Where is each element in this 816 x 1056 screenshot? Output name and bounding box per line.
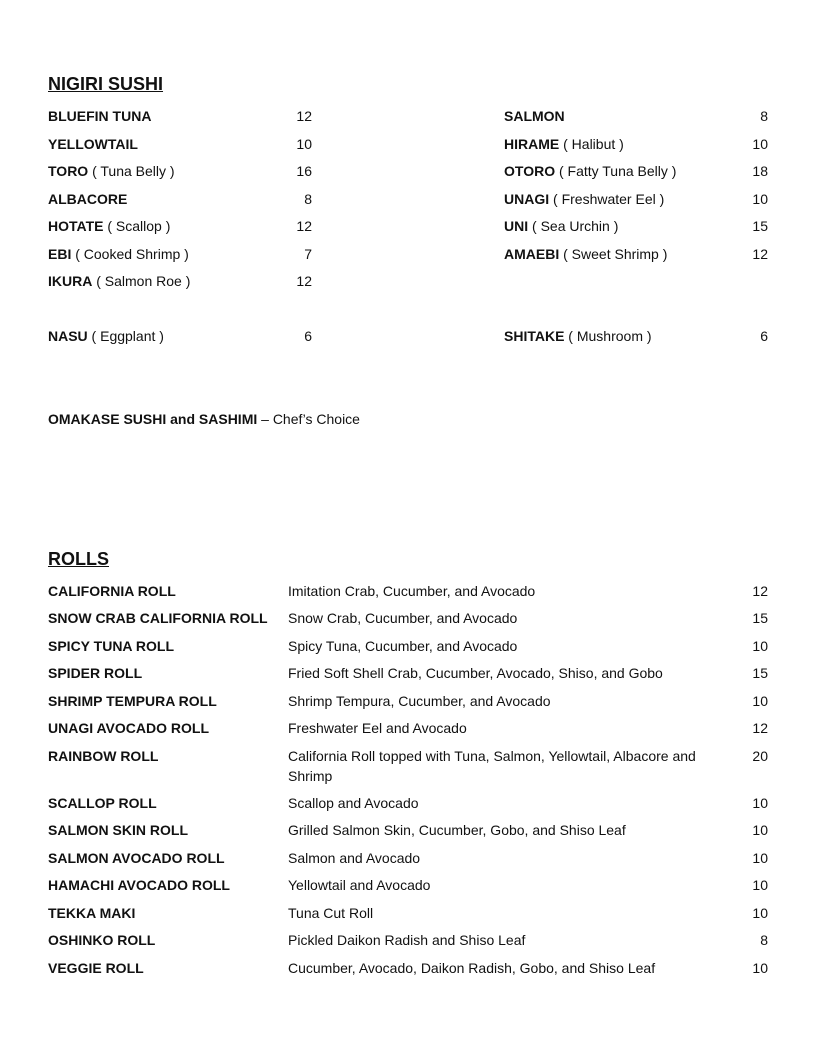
roll-name: OSHINKO ROLL: [48, 932, 156, 948]
nigiri-item: [504, 244, 768, 264]
roll-name: SHRIMP TEMPURA ROLL: [48, 693, 217, 709]
roll-description: Scallop and Avocado: [288, 795, 419, 811]
roll-description: California Roll topped with Tuna, Salmon, Yellowtail, Albacore and Shrimp: [288, 748, 696, 784]
roll-item: [0, 663, 816, 683]
roll-price: 12: [752, 720, 768, 736]
nigiri-section-title: NIGIRI SUSHI: [48, 74, 164, 94]
roll-price: 10: [752, 960, 768, 976]
item-price: 12: [296, 108, 312, 124]
item-subtitle: ( Fatty Tuna Belly ): [555, 163, 677, 179]
item-subtitle: ( Freshwater Eel ): [549, 191, 665, 207]
item-name: BLUEFIN TUNA: [48, 108, 152, 124]
item-price: 15: [752, 218, 768, 234]
item-name: ALBACORE: [48, 191, 128, 207]
roll-item: [0, 718, 816, 738]
roll-name: VEGGIE ROLL: [48, 960, 144, 976]
roll-name: TEKKA MAKI: [48, 905, 136, 921]
omakase-name: OMAKASE SUSHI and SASHIMI: [48, 411, 258, 427]
item-name: OTORO: [504, 163, 556, 179]
roll-description: Fried Soft Shell Crab, Cucumber, Avocado, Shiso, and Gobo: [288, 665, 663, 681]
nigiri-item: [48, 161, 312, 181]
item-price: 12: [752, 246, 768, 262]
omakase-line: [48, 409, 748, 429]
rolls-section-title: ROLLS: [48, 549, 109, 569]
roll-description: Yellowtail and Avocado: [288, 877, 431, 893]
item-price: 8: [760, 108, 768, 124]
item-price: 6: [760, 328, 768, 344]
roll-item: [0, 636, 816, 656]
nigiri-item: [48, 216, 312, 236]
nigiri-item: [504, 106, 768, 126]
roll-description: Tuna Cut Roll: [288, 905, 374, 921]
item-name: UNAGI: [504, 191, 550, 207]
roll-price: 10: [752, 850, 768, 866]
nigiri-item: [504, 326, 768, 346]
item-subtitle: ( Mushroom ): [564, 328, 652, 344]
roll-item: [0, 875, 816, 895]
nigiri-item: [48, 244, 312, 264]
roll-item: [0, 930, 816, 950]
roll-price: 15: [752, 665, 768, 681]
item-name: NASU: [48, 328, 88, 344]
roll-item: [0, 820, 816, 840]
roll-price: 10: [752, 877, 768, 893]
roll-name: SALMON SKIN ROLL: [48, 822, 188, 838]
roll-description: Shrimp Tempura, Cucumber, and Avocado: [288, 693, 551, 709]
item-price: 6: [304, 328, 312, 344]
item-name: SHITAKE: [504, 328, 565, 344]
roll-item: [0, 793, 816, 813]
roll-name: SNOW CRAB CALIFORNIA ROLL: [48, 610, 268, 626]
item-subtitle: ( Sweet Shrimp ): [559, 246, 668, 262]
roll-description: Pickled Daikon Radish and Shiso Leaf: [288, 932, 526, 948]
item-price: 12: [296, 273, 312, 289]
roll-description: Grilled Salmon Skin, Cucumber, Gobo, and Shiso Leaf: [288, 822, 626, 838]
item-name: TORO: [48, 163, 89, 179]
roll-description: Freshwater Eel and Avocado: [288, 720, 467, 736]
roll-name: SCALLOP ROLL: [48, 795, 157, 811]
roll-price: 15: [752, 610, 768, 626]
roll-price: 8: [760, 932, 768, 948]
item-name: UNI: [504, 218, 529, 234]
roll-description: Snow Crab, Cucumber, and Avocado: [288, 610, 518, 626]
roll-price: 10: [752, 905, 768, 921]
item-subtitle: ( Salmon Roe ): [92, 273, 191, 289]
item-name: YELLOWTAIL: [48, 136, 138, 152]
roll-description: Salmon and Avocado: [288, 850, 421, 866]
roll-name: SPIDER ROLL: [48, 665, 143, 681]
item-price: 10: [752, 136, 768, 152]
item-price: 7: [304, 246, 312, 262]
roll-price: 12: [752, 583, 768, 599]
nigiri-item: [48, 106, 312, 126]
item-name: AMAEBI: [504, 246, 560, 262]
item-subtitle: ( Scallop ): [103, 218, 171, 234]
roll-name: SALMON AVOCADO ROLL: [48, 850, 225, 866]
roll-name: SPICY TUNA ROLL: [48, 638, 175, 654]
roll-name: CALIFORNIA ROLL: [48, 583, 176, 599]
item-subtitle: ( Tuna Belly ): [88, 163, 175, 179]
item-name: HIRAME: [504, 136, 560, 152]
roll-description: Spicy Tuna, Cucumber, and Avocado: [288, 638, 518, 654]
roll-price: 10: [752, 638, 768, 654]
item-price: 12: [296, 218, 312, 234]
roll-name: RAINBOW ROLL: [48, 748, 159, 764]
item-name: IKURA: [48, 273, 93, 289]
nigiri-item: [504, 134, 768, 154]
nigiri-item: [504, 189, 768, 209]
roll-item: [0, 581, 816, 601]
item-price: 8: [304, 191, 312, 207]
roll-item: [0, 746, 816, 786]
item-name: HOTATE: [48, 218, 104, 234]
item-name: EBI: [48, 246, 72, 262]
roll-price: 10: [752, 795, 768, 811]
roll-price: 10: [752, 822, 768, 838]
roll-price: 10: [752, 693, 768, 709]
item-subtitle: ( Cooked Shrimp ): [71, 246, 189, 262]
item-price: 18: [752, 163, 768, 179]
roll-name: HAMACHI AVOCADO ROLL: [48, 877, 230, 893]
item-price: 10: [752, 191, 768, 207]
nigiri-item: [48, 134, 312, 154]
roll-item: [0, 903, 816, 923]
item-price: 10: [296, 136, 312, 152]
roll-name: UNAGI AVOCADO ROLL: [48, 720, 209, 736]
nigiri-item: [48, 326, 312, 346]
item-subtitle: ( Sea Urchin ): [528, 218, 619, 234]
roll-item: [0, 848, 816, 868]
roll-item: [0, 608, 816, 628]
roll-description: Imitation Crab, Cucumber, and Avocado: [288, 583, 536, 599]
omakase-description: – Chef’s Choice: [257, 411, 360, 427]
item-price: 16: [296, 163, 312, 179]
nigiri-item: [504, 161, 768, 181]
roll-item: [0, 691, 816, 711]
item-name: SALMON: [504, 108, 565, 124]
item-subtitle: ( Eggplant ): [87, 328, 164, 344]
nigiri-item: [504, 216, 768, 236]
item-subtitle: ( Halibut ): [559, 136, 624, 152]
roll-description: Cucumber, Avocado, Daikon Radish, Gobo, and Shiso Leaf: [288, 960, 656, 976]
roll-item: [0, 958, 816, 978]
nigiri-item: [48, 189, 312, 209]
nigiri-item: [48, 271, 312, 291]
roll-price: 20: [752, 748, 768, 764]
